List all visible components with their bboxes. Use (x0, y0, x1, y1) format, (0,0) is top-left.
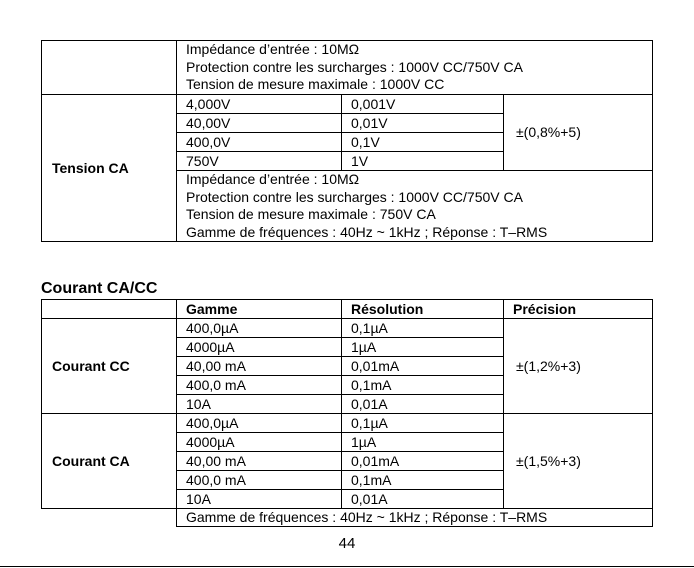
table-row (42, 414, 653, 433)
note-line: Protection contre les surcharges : 1000V CC/750V CA (186, 188, 523, 205)
range-cell: 4000µA (177, 338, 342, 357)
range-cell: 400,0 mA (177, 471, 342, 490)
note-line: Tension de mesure maximale : 750V CA (186, 206, 436, 222)
range-cell: 400,0µA (177, 319, 342, 338)
range-cell: 40,00V (177, 114, 342, 133)
footer-note: Gamme de fréquences : 40Hz ~ 1kHz ; Réponse : T–RMS (177, 509, 653, 527)
resolution-cell: 0,01mA (342, 357, 504, 376)
table-row (42, 95, 653, 114)
row-label-courant-cc: Courant CC (42, 319, 177, 414)
header-precision: Précision (504, 300, 653, 319)
section-title: Courant CA/CC (41, 280, 158, 297)
row-label-tension-ca: Tension CA (42, 95, 177, 242)
resolution-cell: 0,01mA (342, 452, 504, 471)
precision-cell: ±(1,5%+3) (504, 414, 653, 509)
range-cell: 750V (177, 152, 342, 171)
resolution-cell: 1µA (342, 433, 504, 452)
bottom-rule (0, 566, 694, 567)
range-cell: 400,0V (177, 133, 342, 152)
resolution-cell: 1V (342, 152, 504, 171)
range-cell: 10A (177, 395, 342, 414)
table-row (42, 319, 653, 338)
dc-notes-cell (177, 41, 653, 95)
resolution-cell: 0,1µA (342, 414, 504, 433)
range-cell: 10A (177, 490, 342, 509)
range-cell: 400,0 mA (177, 376, 342, 395)
footer-row (42, 509, 653, 527)
resolution-cell: 0,01A (342, 490, 504, 509)
header-range: Gamme (177, 300, 342, 319)
resolution-cell: 0,1V (342, 133, 504, 152)
table-row (42, 41, 653, 95)
tension-ca-table (41, 40, 653, 242)
resolution-cell: 1µA (342, 338, 504, 357)
note-line: Tension de mesure maximale : 1000V CC (186, 76, 445, 93)
range-cell: 4000µA (177, 433, 342, 452)
ac-notes-cell (177, 171, 653, 242)
note-line: Protection contre les surcharges : 1000V CC/750V CA (186, 58, 523, 75)
resolution-cell: 0,1µA (342, 319, 504, 338)
note-line: Impédance d’entrée : 10MΩ (186, 171, 360, 187)
range-cell: 400,0µA (177, 414, 342, 433)
header-row (42, 300, 653, 319)
resolution-cell: 0,01A (342, 395, 504, 414)
resolution-cell: 0,01V (342, 114, 504, 133)
row-label-courant-ca: Courant CA (42, 414, 177, 509)
note-line: Gamme de fréquences : 40Hz ~ 1kHz ; Réponse : T–RMS (186, 223, 548, 240)
precision-cell: ±(0,8%+5) (504, 95, 653, 171)
empty-footer-cell (42, 509, 177, 527)
resolution-cell: 0,1mA (342, 376, 504, 395)
page-number: 44 (338, 535, 356, 552)
resolution-cell: 0,001V (342, 95, 504, 114)
resolution-cell: 0,1mA (342, 471, 504, 490)
header-resolution: Résolution (342, 300, 504, 319)
range-cell: 4,000V (177, 95, 342, 114)
empty-header-cell (42, 300, 177, 319)
note-line: Impédance d’entrée : 10MΩ (186, 41, 360, 58)
courant-table (41, 299, 653, 527)
empty-cell (42, 41, 177, 95)
range-cell: 40,00 mA (177, 357, 342, 376)
range-cell: 40,00 mA (177, 452, 342, 471)
precision-cell: ±(1,2%+3) (504, 319, 653, 414)
